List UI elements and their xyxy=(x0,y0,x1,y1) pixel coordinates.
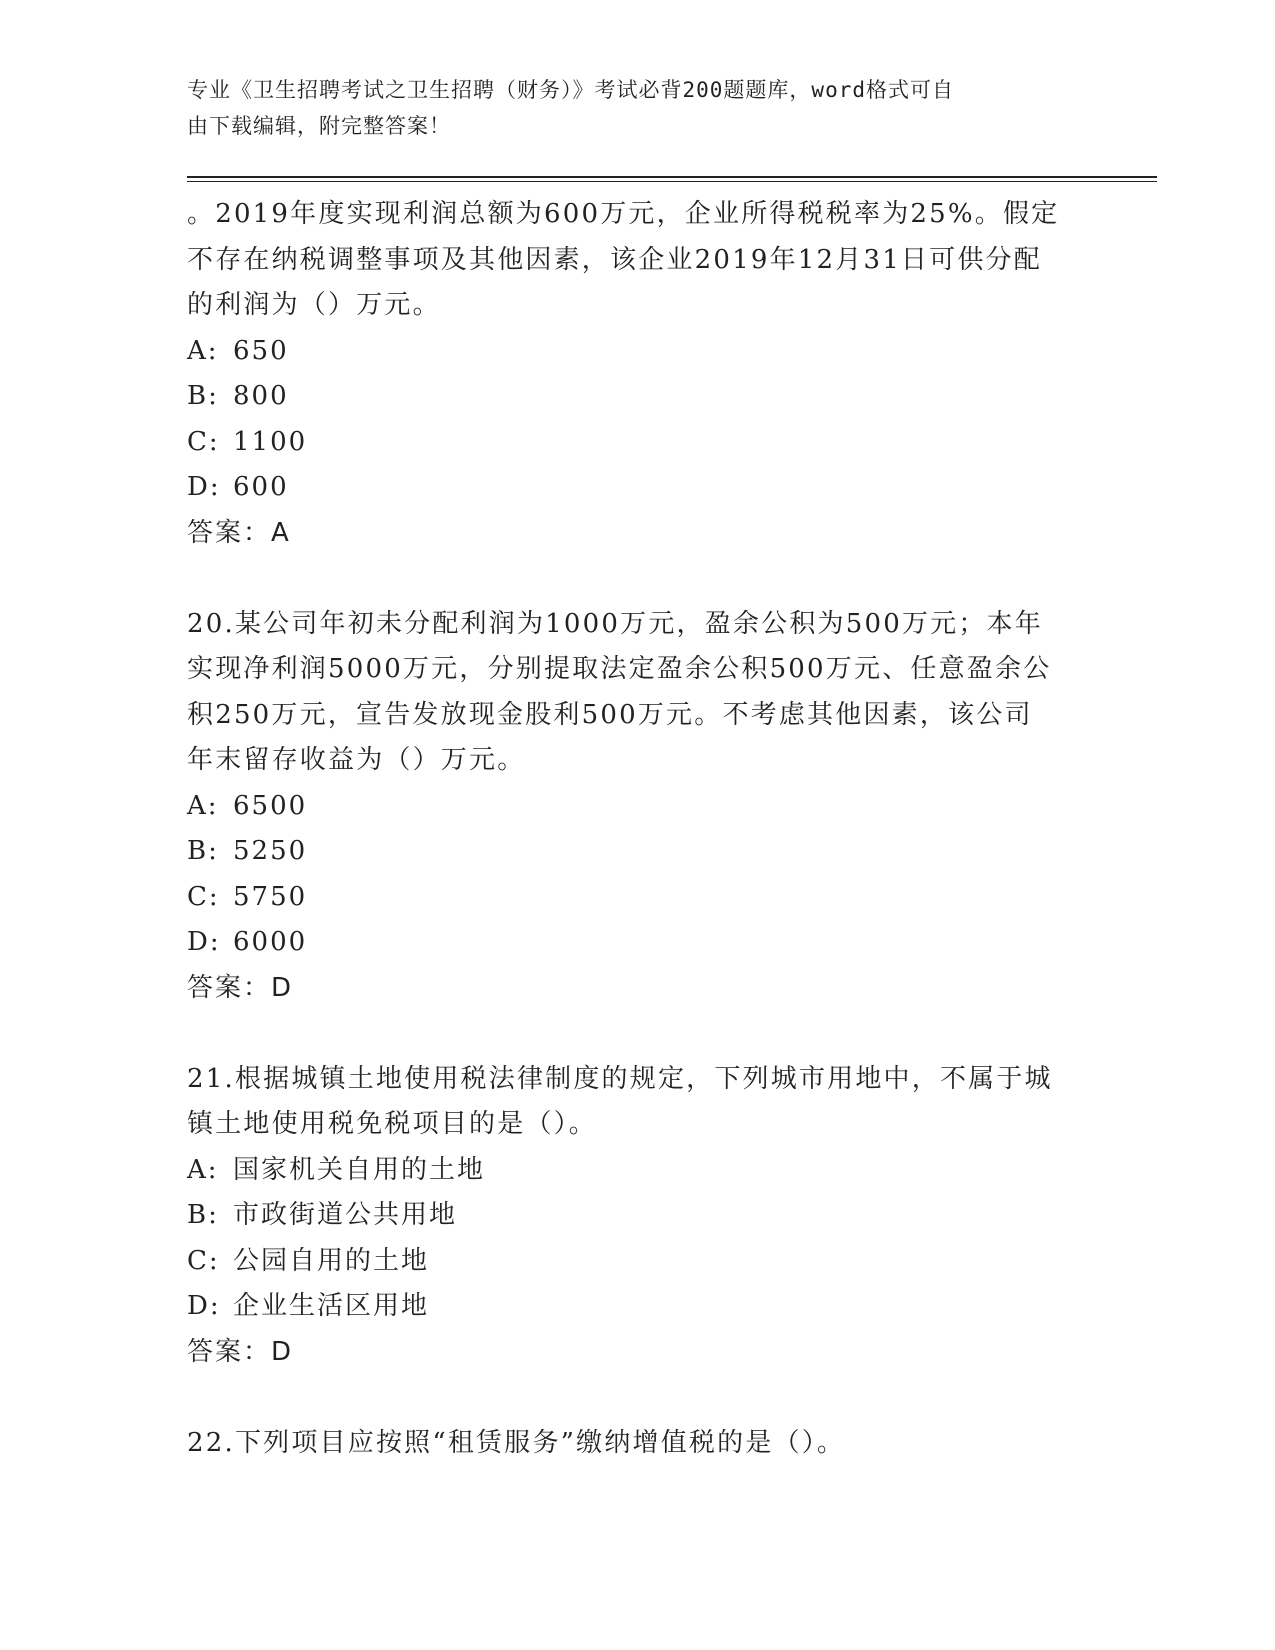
option-letter: B: xyxy=(187,836,219,866)
option-text: 800 xyxy=(233,381,289,411)
option-a xyxy=(187,784,1087,830)
option-letter: D: xyxy=(187,1291,221,1321)
answer-line: 答案：A xyxy=(187,517,291,548)
question-list xyxy=(187,192,1087,1466)
question-text-line: 镇土地使用税免税项目的是（）。 xyxy=(187,1109,598,1139)
question-text-line: 年末留存收益为（）万元。 xyxy=(187,745,526,775)
option-text: 6500 xyxy=(233,790,308,821)
question-text-line: 实现净利润5000万元，分别提取法定盈余公积500万元、任意盈余公 xyxy=(187,654,1052,684)
question-text-line: 20.某公司年初未分配利润为1000万元，盈余公积为500万元；本年 xyxy=(187,608,1043,639)
option-c xyxy=(187,420,1087,466)
header-divider-thin xyxy=(187,181,1157,182)
option-letter: C: xyxy=(187,426,220,457)
option-b xyxy=(187,374,1087,420)
question-text-line: 。2019年度实现利润总额为600万元，企业所得税税率为25%。假定 xyxy=(187,199,1060,229)
option-text: 6000 xyxy=(233,927,308,957)
option-text: 600 xyxy=(233,472,289,502)
answer-line: 答案：D xyxy=(187,1336,294,1367)
option-letter: C: xyxy=(187,1245,220,1276)
option-letter: D: xyxy=(187,927,221,957)
header-line-2: 由下载编辑，附完整答案！ xyxy=(187,114,451,138)
option-c xyxy=(187,875,1087,921)
document-header xyxy=(187,72,1067,144)
option-letter: A: xyxy=(187,790,219,821)
option-letter: A: xyxy=(187,1154,219,1185)
question-text-line: 21.根据城镇土地使用税法律制度的规定，下列城市用地中，不属于城 xyxy=(187,1063,1053,1094)
option-text: 1100 xyxy=(233,426,308,457)
option-letter: D: xyxy=(187,472,221,502)
header-divider-thick xyxy=(187,176,1157,178)
option-letter: B: xyxy=(187,1200,219,1230)
option-d xyxy=(187,1284,1087,1330)
option-text: 5250 xyxy=(233,836,308,866)
option-letter: A: xyxy=(187,335,219,366)
header-line-1: 专业《卫生招聘考试之卫生招聘（财务）》考试必背200题题库，word格式可自 xyxy=(187,78,954,102)
option-a xyxy=(187,1148,1087,1194)
option-text: 650 xyxy=(233,335,289,366)
option-b xyxy=(187,1193,1087,1239)
option-text: 5750 xyxy=(233,881,308,912)
question-item xyxy=(187,192,1087,556)
option-text: 公园自用的土地 xyxy=(233,1245,430,1276)
question-text-line: 22.下列项目应按照“租赁服务”缴纳增值税的是（）。 xyxy=(187,1427,846,1458)
option-b xyxy=(187,829,1087,875)
question-item xyxy=(187,602,1087,1012)
option-letter: C: xyxy=(187,881,220,912)
question-item xyxy=(187,1057,1087,1376)
question-text-line: 不存在纳税调整事项及其他因素，该企业2019年12月31日可供分配 xyxy=(187,244,1042,275)
option-c xyxy=(187,1239,1087,1285)
question-spacer xyxy=(187,1011,1087,1057)
option-d xyxy=(187,920,1087,966)
option-letter: B: xyxy=(187,381,219,411)
question-text-line: 的利润为（）万元。 xyxy=(187,290,441,320)
option-text: 市政街道公共用地 xyxy=(233,1200,458,1230)
question-text-line: 积250万元，宣告发放现金股利500万元。不考虑其他因素，该公司 xyxy=(187,699,1033,730)
option-d xyxy=(187,465,1087,511)
option-a xyxy=(187,329,1087,375)
question-item xyxy=(187,1421,1087,1467)
option-text: 国家机关自用的土地 xyxy=(233,1154,486,1185)
answer-line: 答案：D xyxy=(187,972,294,1003)
option-text: 企业生活区用地 xyxy=(233,1291,430,1321)
question-spacer xyxy=(187,556,1087,602)
question-spacer xyxy=(187,1375,1087,1421)
